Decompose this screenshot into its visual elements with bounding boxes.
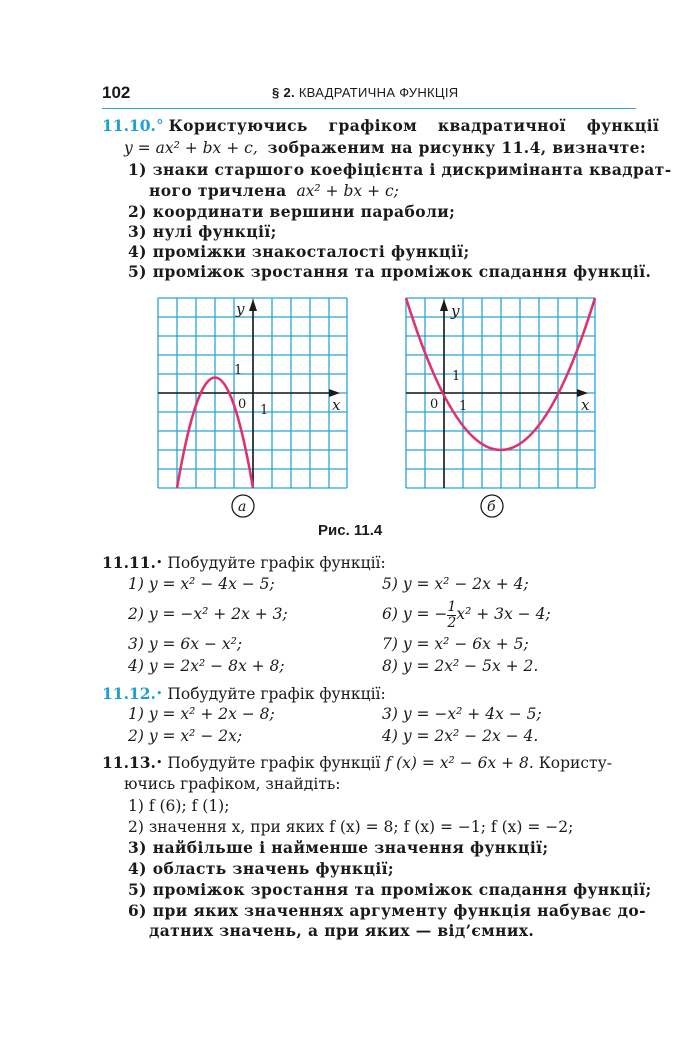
item-text: ного тричлена <box>149 181 287 200</box>
item: 3) y = 6x − x²; <box>128 635 243 653</box>
fraction <box>447 600 456 631</box>
item: 5) проміжок зростання та проміжок спадання функції; <box>128 880 652 899</box>
item: 2) значення x, при яких f (x) = 8; f (x) = −1; f (x) = −2; <box>128 818 574 836</box>
item: 5) проміжок зростання та проміжок спадання функції. <box>128 262 652 281</box>
exercise-number: 11.11. <box>102 553 156 572</box>
fraction-denominator: 2 <box>447 614 457 631</box>
figure-caption: Рис. 11.4 <box>318 522 383 539</box>
item: 7) y = x² − 6x + 5; <box>382 635 529 653</box>
section-title-text: КВАДРАТИЧНА ФУНКЦІЯ <box>298 85 459 100</box>
exercise-number: 11.13. <box>102 753 156 772</box>
exercise-number: 11.12. <box>102 684 156 703</box>
item-text: x² + 3x − 4; <box>456 605 551 623</box>
origin-label: 0 <box>238 397 247 412</box>
exercise-11-11-title <box>102 553 386 573</box>
item: 4) область значень функції; <box>128 859 395 878</box>
graph-b <box>398 292 603 522</box>
section-title <box>272 85 458 100</box>
item: 2) y = x² − 2x; <box>128 727 243 745</box>
origin-label: 0 <box>430 397 439 412</box>
item-text: 6) y = − <box>382 605 448 623</box>
exercise-text: Побудуйте графік функції: <box>167 554 386 572</box>
exercise-mark: • <box>155 687 163 700</box>
tick-label-x1: 1 <box>459 399 468 414</box>
item: 4) y = 2x² − 2x − 4. <box>382 727 539 745</box>
item: 3) нулі функції; <box>128 222 277 241</box>
axis-x-label: x <box>581 396 590 414</box>
exercise-text: ючись графіком, знайдіть: <box>124 775 341 793</box>
item: 6) при яких значеннях аргументу функція набуває до- <box>128 901 646 920</box>
exercise-text: Побудуйте графік функції <box>167 754 381 772</box>
tick-label-y1: 1 <box>234 363 243 378</box>
item-with-fraction <box>382 594 551 634</box>
item: 3) найбільше і найменше значення функції; <box>128 838 549 857</box>
exercise-number: 11.10. <box>102 116 156 135</box>
fraction-numerator: 1 <box>447 598 457 615</box>
exercise-text: зображеним на рисунку 11.4, визначте: <box>267 138 647 157</box>
exercise-text: Побудуйте графік функції: <box>167 685 386 703</box>
item: 1) знаки старшого коефіцієнта і дискримінанта квадрат- <box>128 160 672 179</box>
formula: y = ax² + bx + c, <box>124 139 258 157</box>
exercise-text: Користуючись графіком квадратичної функції <box>168 116 660 135</box>
exercise-mark: ° <box>155 117 164 135</box>
item <box>149 181 399 201</box>
item: 1) f (6); f (1); <box>128 797 230 815</box>
exercise-11-12-title <box>102 684 386 704</box>
figure-a-label: а <box>238 499 247 515</box>
axis-y-label: y <box>236 300 245 318</box>
axes-b <box>406 299 588 488</box>
item: 2) y = −x² + 2x + 3; <box>128 605 288 623</box>
formula: f (x) = x² − 6x + 8. <box>385 754 534 772</box>
exercise-mark: • <box>155 756 163 769</box>
exercise-11-13-line1 <box>102 753 612 773</box>
axis-y-label: y <box>451 302 460 320</box>
item: 4) проміжки знакосталості функції; <box>128 242 470 261</box>
tick-label-x1: 1 <box>260 403 269 418</box>
section-mark: § 2. <box>272 85 295 100</box>
exercise-11-10-line2 <box>124 138 646 158</box>
page-header <box>102 80 636 109</box>
item: 5) y = x² − 2x + 4; <box>382 575 529 593</box>
graph-a <box>150 292 355 522</box>
formula: ax² + bx + c; <box>296 182 399 200</box>
tick-label-y1: 1 <box>452 369 461 384</box>
item: датних значень, а при яких — від’ємних. <box>149 921 535 940</box>
exercise-11-10-line1 <box>102 116 659 136</box>
item: 1) y = x² − 4x − 5; <box>128 575 275 593</box>
item: 8) y = 2x² − 5x + 2. <box>382 657 539 675</box>
exercise-text: Користу- <box>538 754 612 772</box>
figure-b-label: б <box>487 499 496 515</box>
exercise-mark: • <box>155 556 163 569</box>
axis-x-label: x <box>332 396 341 414</box>
item: 2) координати вершини параболи; <box>128 202 456 221</box>
item: 4) y = 2x² − 8x + 8; <box>128 657 285 675</box>
page-number: 102 <box>102 83 131 102</box>
item: 1) y = x² + 2x − 8; <box>128 705 275 723</box>
item: 3) y = −x² + 4x − 5; <box>382 705 542 723</box>
